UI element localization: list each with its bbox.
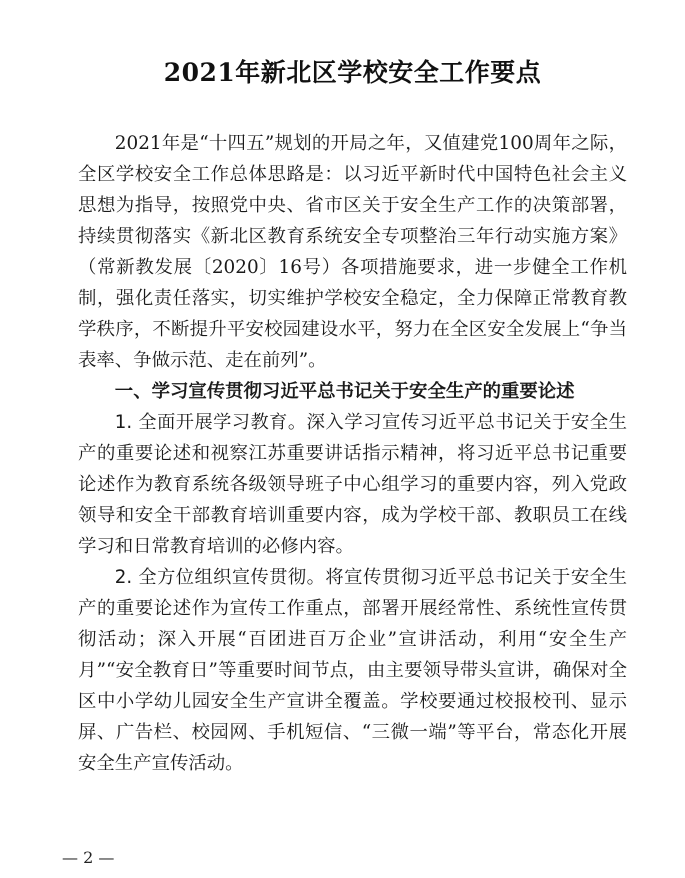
item-2-paragraph [78, 562, 627, 779]
item-1-title: 1. 全面开展学习教育。 [114, 412, 307, 433]
item-2-title: 2. 全方位组织宣传贯彻。 [114, 567, 326, 588]
item-2-body: 将宣传贯彻习近平总书记关于安全生产的重要论述作为宣传工作重点，部署开展经常性、系统性宣传贯彻活动；深入开展“百团进百万企业”宣讲活动，利用“安全生产月”“安全教育日”等重要时间节点，由主要领导带头宣讲，确保对全区中小学幼儿园安全生产宣讲全覆盖。学校要通过校报校刊、显示屏、广告栏、校园网、手机短信、“三微一端”等平台，常态化开展安全生产宣传活动。 [78, 567, 627, 774]
item-1-paragraph [78, 407, 627, 562]
document-title: 2021年新北区学校安全工作要点 [163, 58, 542, 87]
page-number: — 2 — [62, 848, 115, 867]
section-heading: 一、学习宣传贯彻习近平总书记关于安全生产的重要论述 [114, 381, 575, 402]
document-body [78, 128, 627, 779]
item-1-body: 深入学习宣传习近平总书记关于安全生产的重要论述和视察江苏重要讲话指示精神，将习近平总书记重要论述作为教育系统各级领导班子中心组学习的重要内容，列入党政领导和安全干部教育培训重要内容，成为学校干部、教职员工在线学习和日常教育培训的必修内容。 [78, 412, 627, 557]
intro-paragraph: 2021年是“十四五”规划的开局之年，又值建党100周年之际，全区学校安全工作总体思路是：以习近平新时代中国特色社会主义思想为指导，按照党中央、省市区关于安全生产工作的决策部署，持续贯彻落实《新北区教育系统安全专项整治三年行动实施方案》（常新教发展〔2020〕16号）各项措施要求，进一步健全工作机制，强化责任落实，切实维护学校安全稳定，全力保障正常教育教学秩序，不断提升平安校园建设水平，努力在全区安全发展上“争当表率、争做示范、走在前列”。 [78, 133, 627, 371]
